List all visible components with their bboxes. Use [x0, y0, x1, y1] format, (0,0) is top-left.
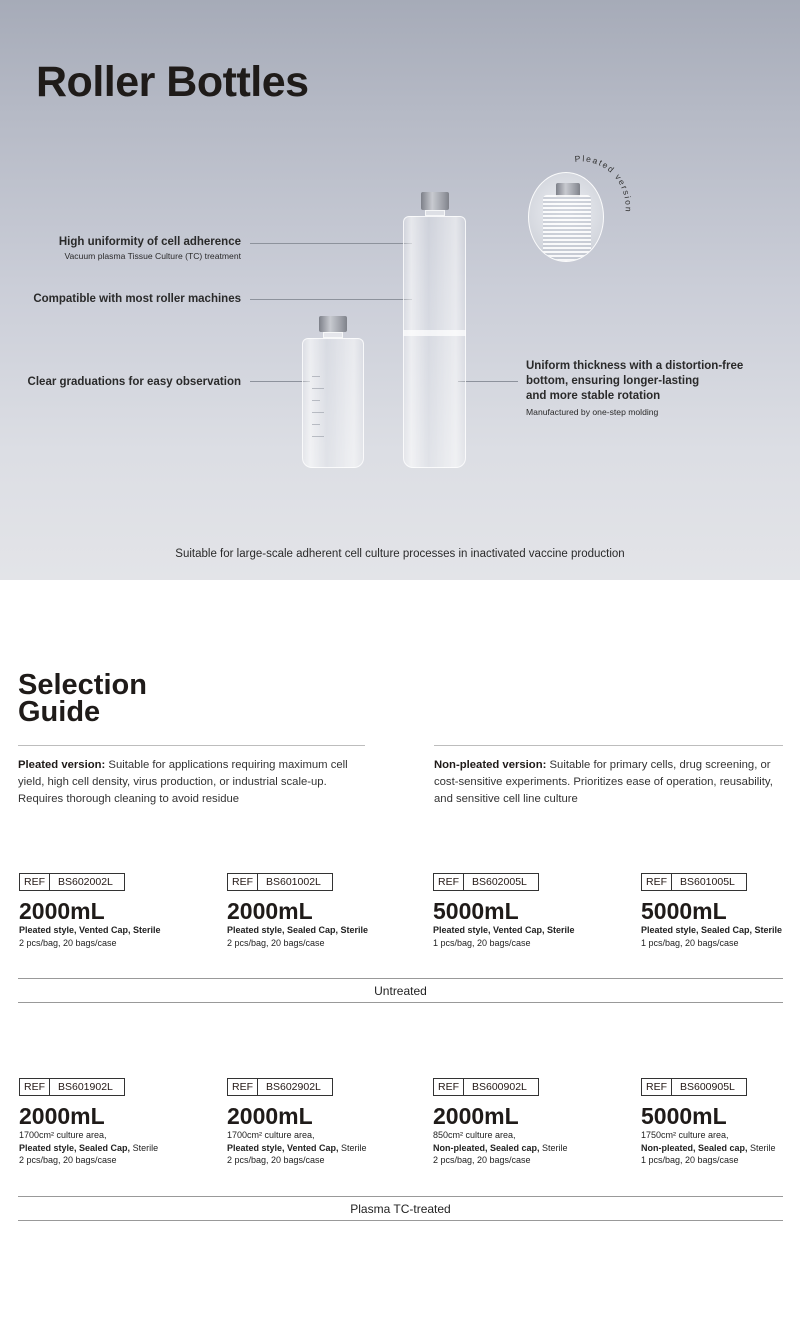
product-card — [433, 1077, 603, 1167]
untreated-label: Untreated — [374, 984, 427, 998]
product-style: Pleated style, Vented Cap, Sterile — [433, 925, 575, 935]
ref-box — [433, 1078, 539, 1096]
divider — [434, 745, 783, 746]
product-volume: 2000mL — [19, 1103, 105, 1129]
product-pack: 2 pcs/bag, 20 bags/case — [19, 1155, 117, 1165]
ref-box — [433, 873, 539, 891]
product-pack: 2 pcs/bag, 20 bags/case — [227, 1155, 325, 1165]
hero-footer-text: Suitable for large-scale adherent cell culture processes in inactivated vaccine production — [175, 548, 625, 560]
product-volume: 2000mL — [433, 1103, 519, 1129]
product-volume: 5000mL — [641, 898, 727, 924]
ref-code: BS600905L — [680, 1081, 735, 1093]
product-card — [433, 872, 603, 949]
selection-guide-title-line2: Guide — [18, 696, 101, 728]
pleated-version-arc-label — [520, 150, 640, 250]
ref-label: REF — [434, 874, 464, 890]
feature-cell-adherence — [59, 235, 241, 262]
ref-box — [641, 873, 747, 891]
product-area: 1700cm² culture area, — [227, 1130, 315, 1140]
product-style: Pleated style, Sealed Cap, Sterile — [19, 1142, 159, 1153]
product-area: 850cm² culture area, — [433, 1130, 516, 1140]
ref-box — [19, 873, 125, 891]
product-volume: 2000mL — [19, 898, 105, 924]
product-style: Non-pleated, Sealed cap, Sterile — [641, 1142, 776, 1153]
pleated-version-label: Pleated version — [574, 153, 634, 214]
leader-line — [250, 381, 310, 382]
ref-label: REF — [228, 1079, 258, 1095]
plasma-tc-treated-label: Plasma TC-treated — [350, 1202, 451, 1216]
divider — [18, 978, 783, 979]
product-card — [227, 872, 397, 949]
product-card — [227, 1077, 397, 1167]
leader-line — [458, 381, 518, 382]
feature-title: Clear graduations for easy observation — [27, 376, 241, 388]
product-style: Pleated style, Sealed Cap, Sterile — [227, 925, 369, 935]
feature-title-line: and more stable rotation — [526, 390, 661, 402]
product-volume: 5000mL — [641, 1103, 727, 1129]
ref-label: REF — [434, 1079, 464, 1095]
ref-label: REF — [642, 874, 672, 890]
ref-label: REF — [228, 874, 258, 890]
product-pack: 1 pcs/bag, 20 bags/case — [641, 937, 739, 948]
ref-label: REF — [642, 1079, 672, 1095]
pleated-description — [18, 757, 363, 808]
product-pack: 2 pcs/bag, 20 bags/case — [227, 937, 325, 948]
non-pleated-text: Suitable for primary cells, drug screening, or cost-sensitive experiments. Prioritizes ease of operation, reusability, and sensitive cell line culture — [434, 759, 773, 805]
large-roller-bottle-image — [403, 192, 466, 468]
feature-subtitle: Manufactured by one-step molding — [526, 407, 659, 417]
leader-line — [250, 243, 412, 244]
product-pack: 1 pcs/bag, 20 bags/case — [433, 937, 531, 948]
hero-banner — [0, 0, 800, 580]
product-pack: 2 pcs/bag, 20 bags/case — [433, 1155, 531, 1165]
svg-text:Pleated version — [574, 153, 633, 213]
divider — [18, 1002, 783, 1003]
product-pack: 1 pcs/bag, 20 bags/case — [641, 1155, 739, 1165]
feature-graduations — [28, 375, 241, 390]
ref-code: BS600902L — [472, 1081, 527, 1093]
product-area: 1700cm² culture area, — [19, 1130, 107, 1140]
product-style: Pleated style, Sealed Cap, Sterile — [641, 925, 783, 935]
divider — [18, 1220, 783, 1221]
ref-box — [227, 873, 333, 891]
product-style: Pleated style, Vented Cap, Sterile — [227, 1142, 367, 1153]
product-card — [19, 1077, 189, 1167]
selection-guide-title — [18, 669, 147, 728]
product-area: 1750cm² culture area, — [641, 1130, 729, 1140]
ref-label: REF — [20, 874, 50, 890]
product-card — [641, 1077, 796, 1167]
feature-title: Compatible with most roller machines — [33, 293, 241, 305]
ref-code: BS602902L — [266, 1081, 321, 1093]
product-style: Pleated style, Vented Cap, Sterile — [19, 925, 161, 935]
ref-box — [227, 1078, 333, 1096]
divider — [18, 745, 365, 746]
selection-guide-title-line1: Selection — [18, 669, 147, 701]
non-pleated-label: Non-pleated version: — [434, 759, 547, 771]
small-roller-bottle-image — [302, 316, 364, 468]
feature-title-line: bottom, ensuring longer-lasting — [526, 375, 700, 387]
ref-code: BS601005L — [680, 876, 735, 888]
ref-code: BS602002L — [58, 876, 113, 888]
leader-line — [250, 299, 412, 300]
feature-subtitle: Vacuum plasma Tissue Culture (TC) treatment — [64, 251, 241, 261]
hero-title: Roller Bottles — [36, 58, 309, 106]
divider — [18, 1196, 783, 1197]
ref-code: BS601902L — [58, 1081, 113, 1093]
ref-box — [641, 1078, 747, 1096]
ref-box — [19, 1078, 125, 1096]
feature-uniform-thickness — [526, 359, 743, 418]
product-card — [641, 872, 796, 949]
product-style: Non-pleated, Sealed cap, Sterile — [433, 1142, 568, 1153]
product-pack: 2 pcs/bag, 20 bags/case — [19, 937, 117, 948]
pleated-label: Pleated version: — [18, 759, 106, 771]
product-card — [19, 872, 189, 949]
feature-title-line: Uniform thickness with a distortion-free — [526, 360, 744, 372]
feature-roller-machines — [33, 292, 241, 307]
feature-title: High uniformity of cell adherence — [58, 236, 241, 248]
ref-code: BS601002L — [266, 876, 321, 888]
ref-code: BS602005L — [472, 876, 527, 888]
product-volume: 2000mL — [227, 1103, 313, 1129]
product-volume: 2000mL — [227, 898, 313, 924]
pleated-text: Suitable for applications requiring maximum cell yield, high cell density, virus production, or industrial scale-up. Requires thorough cleaning to avoid residue — [18, 759, 348, 805]
non-pleated-description — [434, 757, 786, 808]
product-volume: 5000mL — [433, 898, 519, 924]
ref-label: REF — [20, 1079, 50, 1095]
